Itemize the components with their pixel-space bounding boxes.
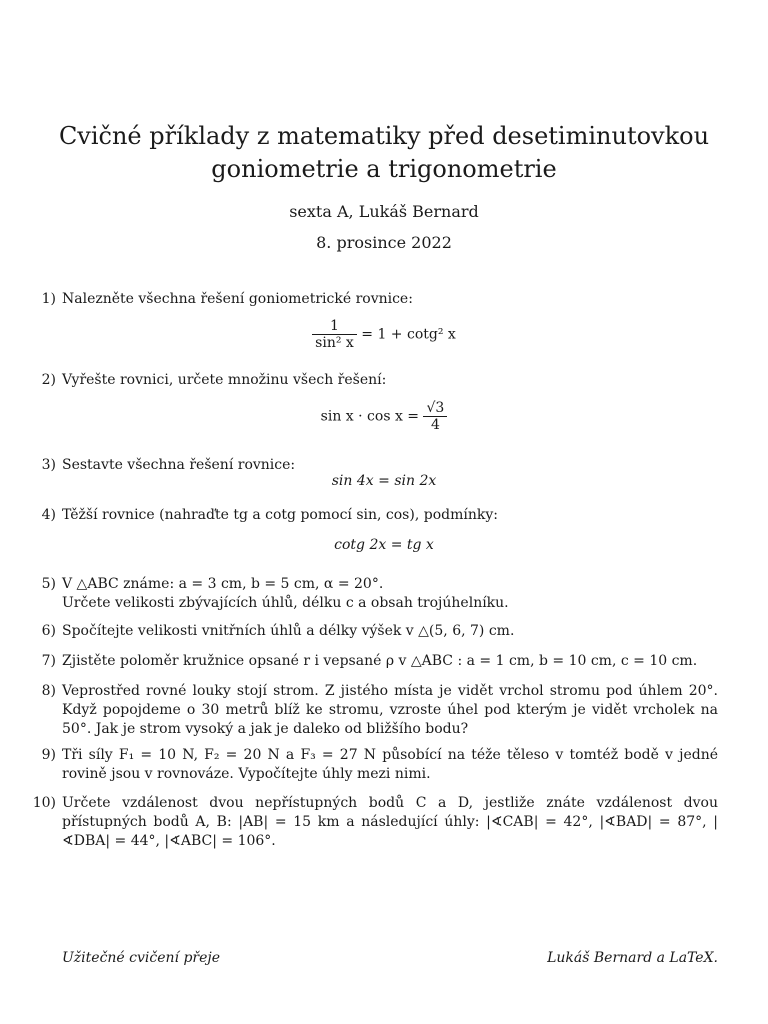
problem-number: 2): [41, 372, 56, 388]
fraction-denominator: 4: [423, 416, 447, 433]
fraction: [312, 318, 357, 351]
fraction: [423, 400, 447, 433]
fraction-numerator: 1: [330, 318, 339, 334]
problem-text: [62, 575, 718, 613]
title-line-1: Cvičné příklady z matematiky před desetiminutovkou: [58, 122, 710, 150]
equation: [0, 400, 768, 433]
footer-left: Užitečné cvičení přeje: [62, 950, 221, 966]
equation: sin 4x = sin 2x: [331, 473, 437, 489]
problem-number: 5): [41, 576, 56, 592]
author: sexta A, Lukáš Bernard: [289, 202, 479, 221]
problem-number: 1): [41, 291, 56, 307]
fraction-numerator: √3: [426, 400, 445, 416]
title-line-2: goniometrie a trigonometrie: [211, 155, 557, 183]
problem-text: Sestavte všechna řešení rovnice:: [62, 457, 296, 473]
problem-text-line: Určete velikosti zbývajících úhlů, délku c a obsah trojúhelníku.: [62, 595, 509, 611]
problem-number: 6): [41, 623, 56, 639]
equation-right: = 1 + cotg² x: [361, 326, 456, 343]
problem-text: Nalezněte všechna řešení goniometrické rovnice:: [62, 291, 413, 307]
problem-text: Spočítejte velikosti vnitřních úhlů a délky výšek v △(5, 6, 7) cm.: [62, 623, 515, 639]
problem-text: Určete vzdálenost dvou nepřístupných bodů C a D, jestliže znáte vzdálenost dvou přístupných bodů A, B: |AB| = 15 km a následující úhly: |∢CAB| = 42°, |∢BAD| = 87°, |∢DBA| = 44°, |∢ABC| = 106°.: [62, 795, 718, 849]
problem-text-line: V △ABC známe: a = 3 cm, b = 5 cm, α = 20°.: [62, 576, 384, 592]
equation: cotg 2x = tg x: [334, 537, 434, 553]
problem-number: 3): [41, 457, 56, 473]
problem-number: 8): [41, 683, 56, 699]
equation: [0, 318, 768, 351]
problem-number: 10): [32, 795, 56, 811]
problem-text: Tři síly F₁ = 10 N, F₂ = 20 N a F₃ = 27 N působící na téže těleso v tomtéž bodě v jedné rovině jsou v rovnováze. Vypočítejte úhly mezi nimi.: [62, 747, 718, 782]
problem-text: Veprostřed rovné louky stojí strom. Z jistého místa je vidět vrchol stromu pod úhlem 20°. Když popojdeme o 30 metrů blíž ke stromu, vzroste úhel pod kterým je vidět vrcholek na 50°. Jak je strom vysoký a jak je daleko od bližšího bodu?: [62, 683, 718, 737]
problem-number: 7): [41, 653, 56, 669]
problem-number: 4): [41, 507, 56, 523]
problem-text: Zjistěte poloměr kružnice opsané r i vepsané ρ v △ABC : a = 1 cm, b = 10 cm, c = 10 cm.: [62, 653, 698, 669]
fraction-denominator: sin² x: [312, 334, 357, 351]
document-title: [0, 120, 768, 186]
footer-right: Lukáš Bernard a LaTeX.: [547, 950, 718, 966]
problem-text: Vyřešte rovnici, určete množinu všech řešení:: [62, 372, 387, 388]
problem-text: Těžší rovnice (nahraďte tg a cotg pomocí sin, cos), podmínky:: [62, 507, 498, 523]
date: 8. prosince 2022: [316, 233, 452, 252]
problem-number: 9): [41, 747, 56, 763]
equation-left: sin x · cos x =: [320, 408, 420, 425]
